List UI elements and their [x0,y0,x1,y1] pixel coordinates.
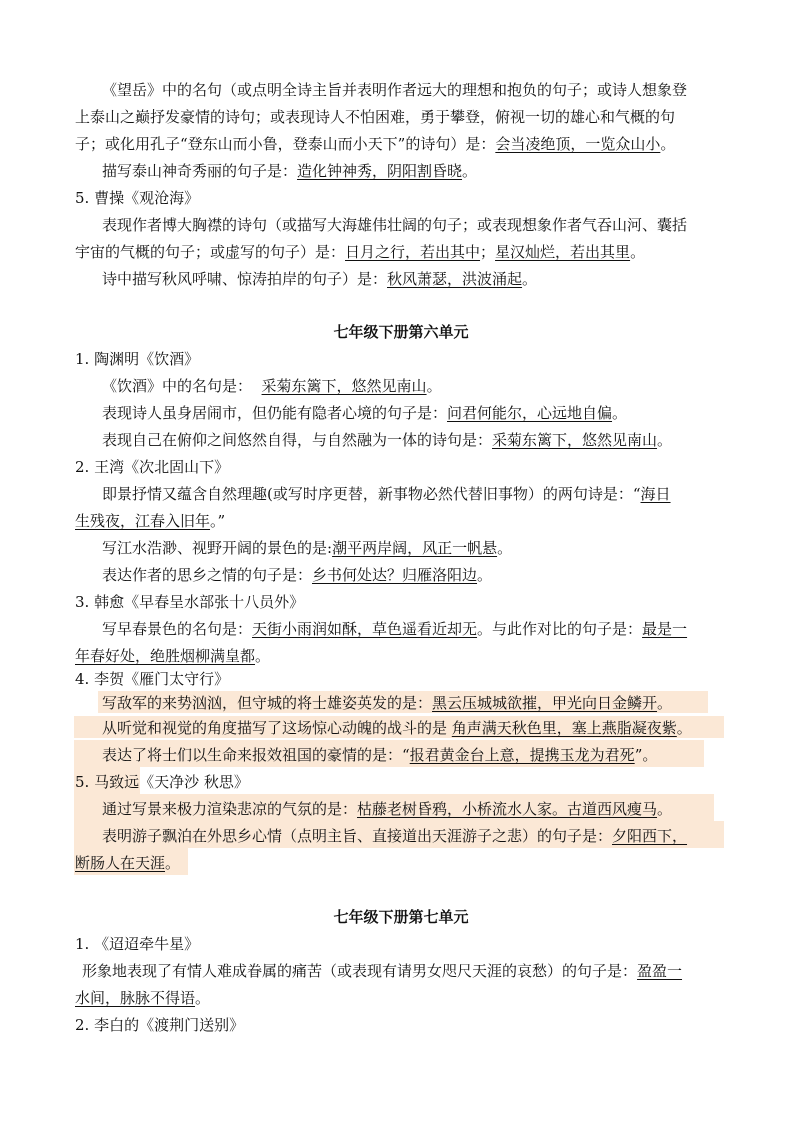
punctuation: ”。 [634,746,658,764]
paragraph-text: 宇宙的气概的句子；或虚写的句子）是： [75,243,346,261]
item-heading-text: 3. 韩愈《早春呈水部张十八员外》 [75,593,305,611]
paragraph-text: 写敌军的来势汹汹，但守城的将士雄姿英发的是： [102,694,433,712]
answer-underline: 年春好处，绝胜烟柳满皇都 [75,647,256,665]
text-line [0,430,794,450]
paragraph-text: 形象地表现了有情人难成眷属的痛苦（或表现有请男女咫尺天涯的哀愁）的句子是： [82,962,638,980]
paragraph-text: 通过写景来极力渲染悲凉的气氛的是： [102,800,358,818]
item-heading [0,772,794,792]
paragraph-text: 诗中描写秋风呼啸、惊涛拍岸的句子）是： [102,270,388,288]
item-heading-text: 1. 《迢迢牵牛星》 [75,935,200,953]
paragraph-text: 表达了将士们以生命来报效祖国的豪情的是：“ [102,746,410,764]
answer-underline: 问君何能尔，心远地自偏 [447,404,613,422]
punctuation: 。 [522,270,538,288]
text-line [0,988,794,1008]
punctuation: 。 [165,854,181,872]
item-heading [0,669,794,689]
text-line [0,511,794,531]
text-line [0,718,794,738]
section-title-text: 七年级下册第七单元 [333,908,469,926]
answer-underline: 乡书何处达？归雁洛阳边 [312,566,478,584]
answer-underline: 断肠人在天涯 [75,854,166,872]
paragraph-text: 表现自己在俯仰之间悠然自得，与自然融为一体的诗句是： [102,431,493,449]
answer-underline: 采菊东篱下，悠然见南山 [492,431,658,449]
text-line [0,745,794,765]
section-title-text: 七年级下册第六单元 [333,323,469,341]
text-line [0,961,794,981]
answer-underline: 最是一 [642,620,688,638]
answer-underline: 秋风萧瑟，洪波涌起 [387,270,523,288]
item-heading-text: 2. 王湾《次北固山下》 [75,458,230,476]
paragraph-text: 表现作者博大胸襟的诗句（或描写大海雄伟壮阔的句子；或表现想象作者气吞山河、囊括 [102,216,688,234]
punctuation: 。 [657,800,673,818]
item-heading-text: 1. 陶渊明《饮酒》 [75,350,200,368]
punctuation: 。 [657,431,673,449]
punctuation: 。 [676,719,692,737]
text-line [0,619,794,639]
item-heading-text: 5. 曹操《观沧海》 [75,189,200,207]
text-line [0,215,794,235]
text-line [0,799,794,819]
text-line [0,565,794,585]
answer-underline: 日月之行，若出其中 [345,243,481,261]
text-line [0,646,794,666]
text-line [0,376,794,396]
punctuation: 。 [462,162,478,180]
paragraph-text: 描写泰山神奇秀丽的句子是： [102,162,298,180]
answer-underline: 水间，脉脉不得语 [75,989,196,1007]
text-line [0,693,794,713]
paragraph-text: 写早春景色的名句是： [102,620,253,638]
answer-underline: 报君黄金台上意，提携玉龙为君死 [409,746,635,764]
answer-underline: 黑云压城城欲摧，甲光向日金鳞开 [432,694,658,712]
answer-underline: 星汉灿烂，若出其里 [495,243,631,261]
item-heading [0,349,794,369]
text-line [0,538,794,558]
paragraph-text: 从听觉和视觉的角度描写了这场惊心动魄的战斗的是 [102,719,452,737]
text-line [0,853,794,873]
answer-underline: 角声满天秋色里，塞上燕脂凝夜紫 [451,719,677,737]
punctuation: 。 [612,404,628,422]
item-heading [0,1015,794,1035]
text-line [0,107,794,127]
punctuation: 。 [660,135,676,153]
answer-underline: 夕阳西下， [612,827,688,845]
text-line [0,403,794,423]
text-line [0,484,794,504]
paragraph-text: 表达作者的思乡之情的句子是： [102,566,313,584]
punctuation: 。 [195,989,211,1007]
paragraph-text: 写江水浩渺、视野开阔的景色的是: [102,539,333,557]
item-heading [0,592,794,612]
text-line [0,161,794,181]
answer-underline: 会当凌绝顶，一览众山小 [495,135,661,153]
section-title [0,907,794,927]
paragraph-text: 表明游子飘泊在外思乡心情（点明主旨、直接道出天涯游子之悲）的句子是： [102,827,613,845]
text-line [0,269,794,289]
answer-underline: 采菊东篱下，悠然见南山 [261,377,427,395]
item-heading [0,188,794,208]
item-heading-text: 4. 李贺《雁门太守行》 [75,670,230,688]
punctuation: 。 [630,243,646,261]
answer-underline: 盈盈一 [637,962,683,980]
answer-underline: 造化钟神秀，阴阳割昏晓 [297,162,463,180]
paragraph-text: 子；或化用孔子“登东山而小鲁，登泰山而小天下”的诗句）是： [75,135,496,153]
text-line [0,134,794,154]
punctuation: 。” [210,512,226,530]
paragraph-text: 即景抒情又蕴含自然理趣(或写时序更替，新事物必然代替旧事物）的两句诗是：“ [102,485,641,503]
answer-underline: 潮平两岸阔，风正一帆悬 [332,539,498,557]
answer-underline: 海日 [640,485,671,503]
answer-underline: 枯藤老树昏鸦，小桥流水人家。古道西风瘦马 [357,800,658,818]
paragraph-text: 《望岳》中的名句（或点明全诗主旨并表明作者远大的理想和抱负的句子；或诗人想象登 [102,81,688,99]
item-heading [0,457,794,477]
section-title [0,322,794,342]
item-heading-text: 2. 李白的《渡荆门送别》 [75,1016,245,1034]
paragraph-text: 表现诗人虽身居闹市，但仍能有隐者心境的句子是： [102,404,448,422]
punctuation: 。 [497,539,513,557]
punctuation: ； [480,243,496,261]
paragraph-text: 《饮酒》中的名句是： [102,377,262,395]
text-line [0,80,794,100]
punctuation: 。 [657,694,673,712]
punctuation: 。 [426,377,442,395]
text-line [0,242,794,262]
answer-underline: 生残夜，江春入旧年 [75,512,211,530]
item-heading [0,934,794,954]
paragraph-text: 上泰山之巅抒发豪情的诗句；或表现诗人不怕困难，勇于攀登，俯视一切的雄心和气概的句 [75,108,676,126]
item-heading-text: 5. 马致远《天净沙 秋思》 [75,773,249,791]
text-line [0,826,794,846]
paragraph-text: 。与此作对比的句子是： [477,620,643,638]
answer-underline: 天街小雨润如酥，草色遥看近却无 [252,620,478,638]
punctuation: 。 [477,566,493,584]
punctuation: 。 [255,647,271,665]
